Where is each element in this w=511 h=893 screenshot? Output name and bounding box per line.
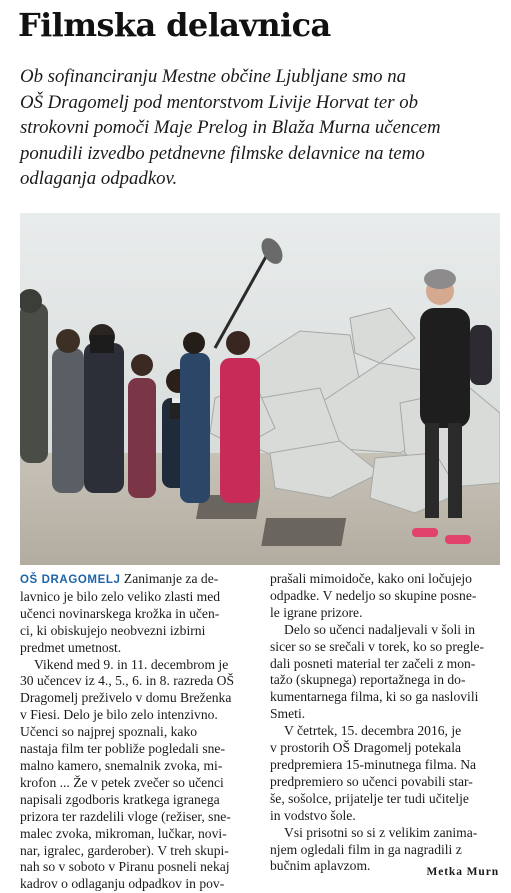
body-line: še, sošolce, prijatelje ter tudi učitelje xyxy=(270,790,469,806)
body-line: tažo (skupnega) reportažnega in do- xyxy=(270,672,466,688)
body-line: kumentarnega filma, ki so ga naslovili xyxy=(270,689,479,705)
body-line: in vodstvo šole. xyxy=(270,807,356,823)
lead-line: odlaganja odpadkov. xyxy=(20,168,178,189)
body-line: 30 učencev iz 4., 5., 6. in 8. razreda OŠ xyxy=(20,673,235,689)
article-photo xyxy=(20,213,500,565)
body-line: nar, igralec, garderober). V treh skupi- xyxy=(20,842,229,858)
lead-line: ponudili izvedbo petdnevne filmske delavnice na temo xyxy=(20,142,425,164)
body-line: Vikend med 9. in 11. decembrom je xyxy=(34,656,229,672)
body-line: V četrtek, 15. decembra 2016, je xyxy=(284,723,462,739)
headline: Filmska delavnica xyxy=(18,6,331,44)
lead-line: OŠ Dragomelj pod mentorstvom Livije Horvat ter ob xyxy=(20,91,419,113)
body-line: nah so v soboto v Piranu posneli nekaj xyxy=(20,859,230,875)
lead-line: strokovni pomoči Maje Prelog in Blaža Murna učencem xyxy=(20,117,441,138)
body-line: predpremiera 15-minutnega filma. Na xyxy=(270,756,477,772)
body-line: napisali zgodboris kratkega igranega xyxy=(20,791,220,807)
body-line: Delo so učenci nadaljevali v šoli in xyxy=(284,621,476,637)
body-line: nastaja film ter pobliže pogledali sne- xyxy=(20,741,225,757)
body-line: sicer so se srečali v torek, ko so pregle- xyxy=(270,638,485,654)
body-line: kadrov o odlaganju odpadkov in pov- xyxy=(20,876,225,892)
body-line: prizora ter razdelili vloge (režiser, sne- xyxy=(20,808,231,824)
article-column-1 xyxy=(20,571,250,893)
body-line: le igrane prizore. xyxy=(270,604,363,620)
lead-paragraph xyxy=(20,64,500,192)
body-line: predmet umetnost. xyxy=(20,639,122,655)
body-line xyxy=(20,571,250,589)
body-line: bučnim aplavzom. xyxy=(270,858,371,874)
body-line: predpremiero so učenci povabili star- xyxy=(270,773,473,789)
body-line: Dragomelj preživelo v domu Breženka xyxy=(20,690,232,706)
body-line: malec zvoka, mikroman, lučkar, novi- xyxy=(20,825,227,841)
body-line: Smeti. xyxy=(270,706,306,722)
body-text: Zanimanje za de- xyxy=(123,571,219,586)
body-line: ci, ki obiskujejo neobvezni izbirni xyxy=(20,622,206,638)
location-tag: OŠ DRAGOMELJ xyxy=(20,574,121,586)
body-line: dali posneti material ter začeli z mon- xyxy=(270,655,476,671)
body-line: krofon ... Že v petek zvečer so učenci xyxy=(20,774,224,790)
body-line: učenci novinarskega krožka in učen- xyxy=(20,605,220,621)
lead-line: Ob sofinanciranju Mestne občine Ljubljane smo na xyxy=(20,66,407,87)
body-line: Učenci so najprej spoznali, kako xyxy=(20,724,198,740)
body-line: prašali mimoidoče, kako oni ločujejo xyxy=(270,571,472,586)
body-line: malno kamero, snemalnik zvoka, mi- xyxy=(20,757,223,773)
body-line: v prostorih OŠ Dragomelj potekala xyxy=(270,740,462,756)
body-line: njem ogledali film in ga nagradili z xyxy=(270,841,462,857)
body-line: lavnico je bilo zelo veliko zlasti med xyxy=(20,588,221,604)
body-line: v Fiesi. Delo je bilo zelo intenzivno. xyxy=(20,707,218,723)
body-line: odpadke. V nedeljo so skupine posne- xyxy=(270,587,477,603)
article-column-2 xyxy=(270,571,500,875)
body-line: Vsi prisotni so si z velikim zanima- xyxy=(284,824,478,840)
author-byline: Metka Murn xyxy=(426,866,499,878)
